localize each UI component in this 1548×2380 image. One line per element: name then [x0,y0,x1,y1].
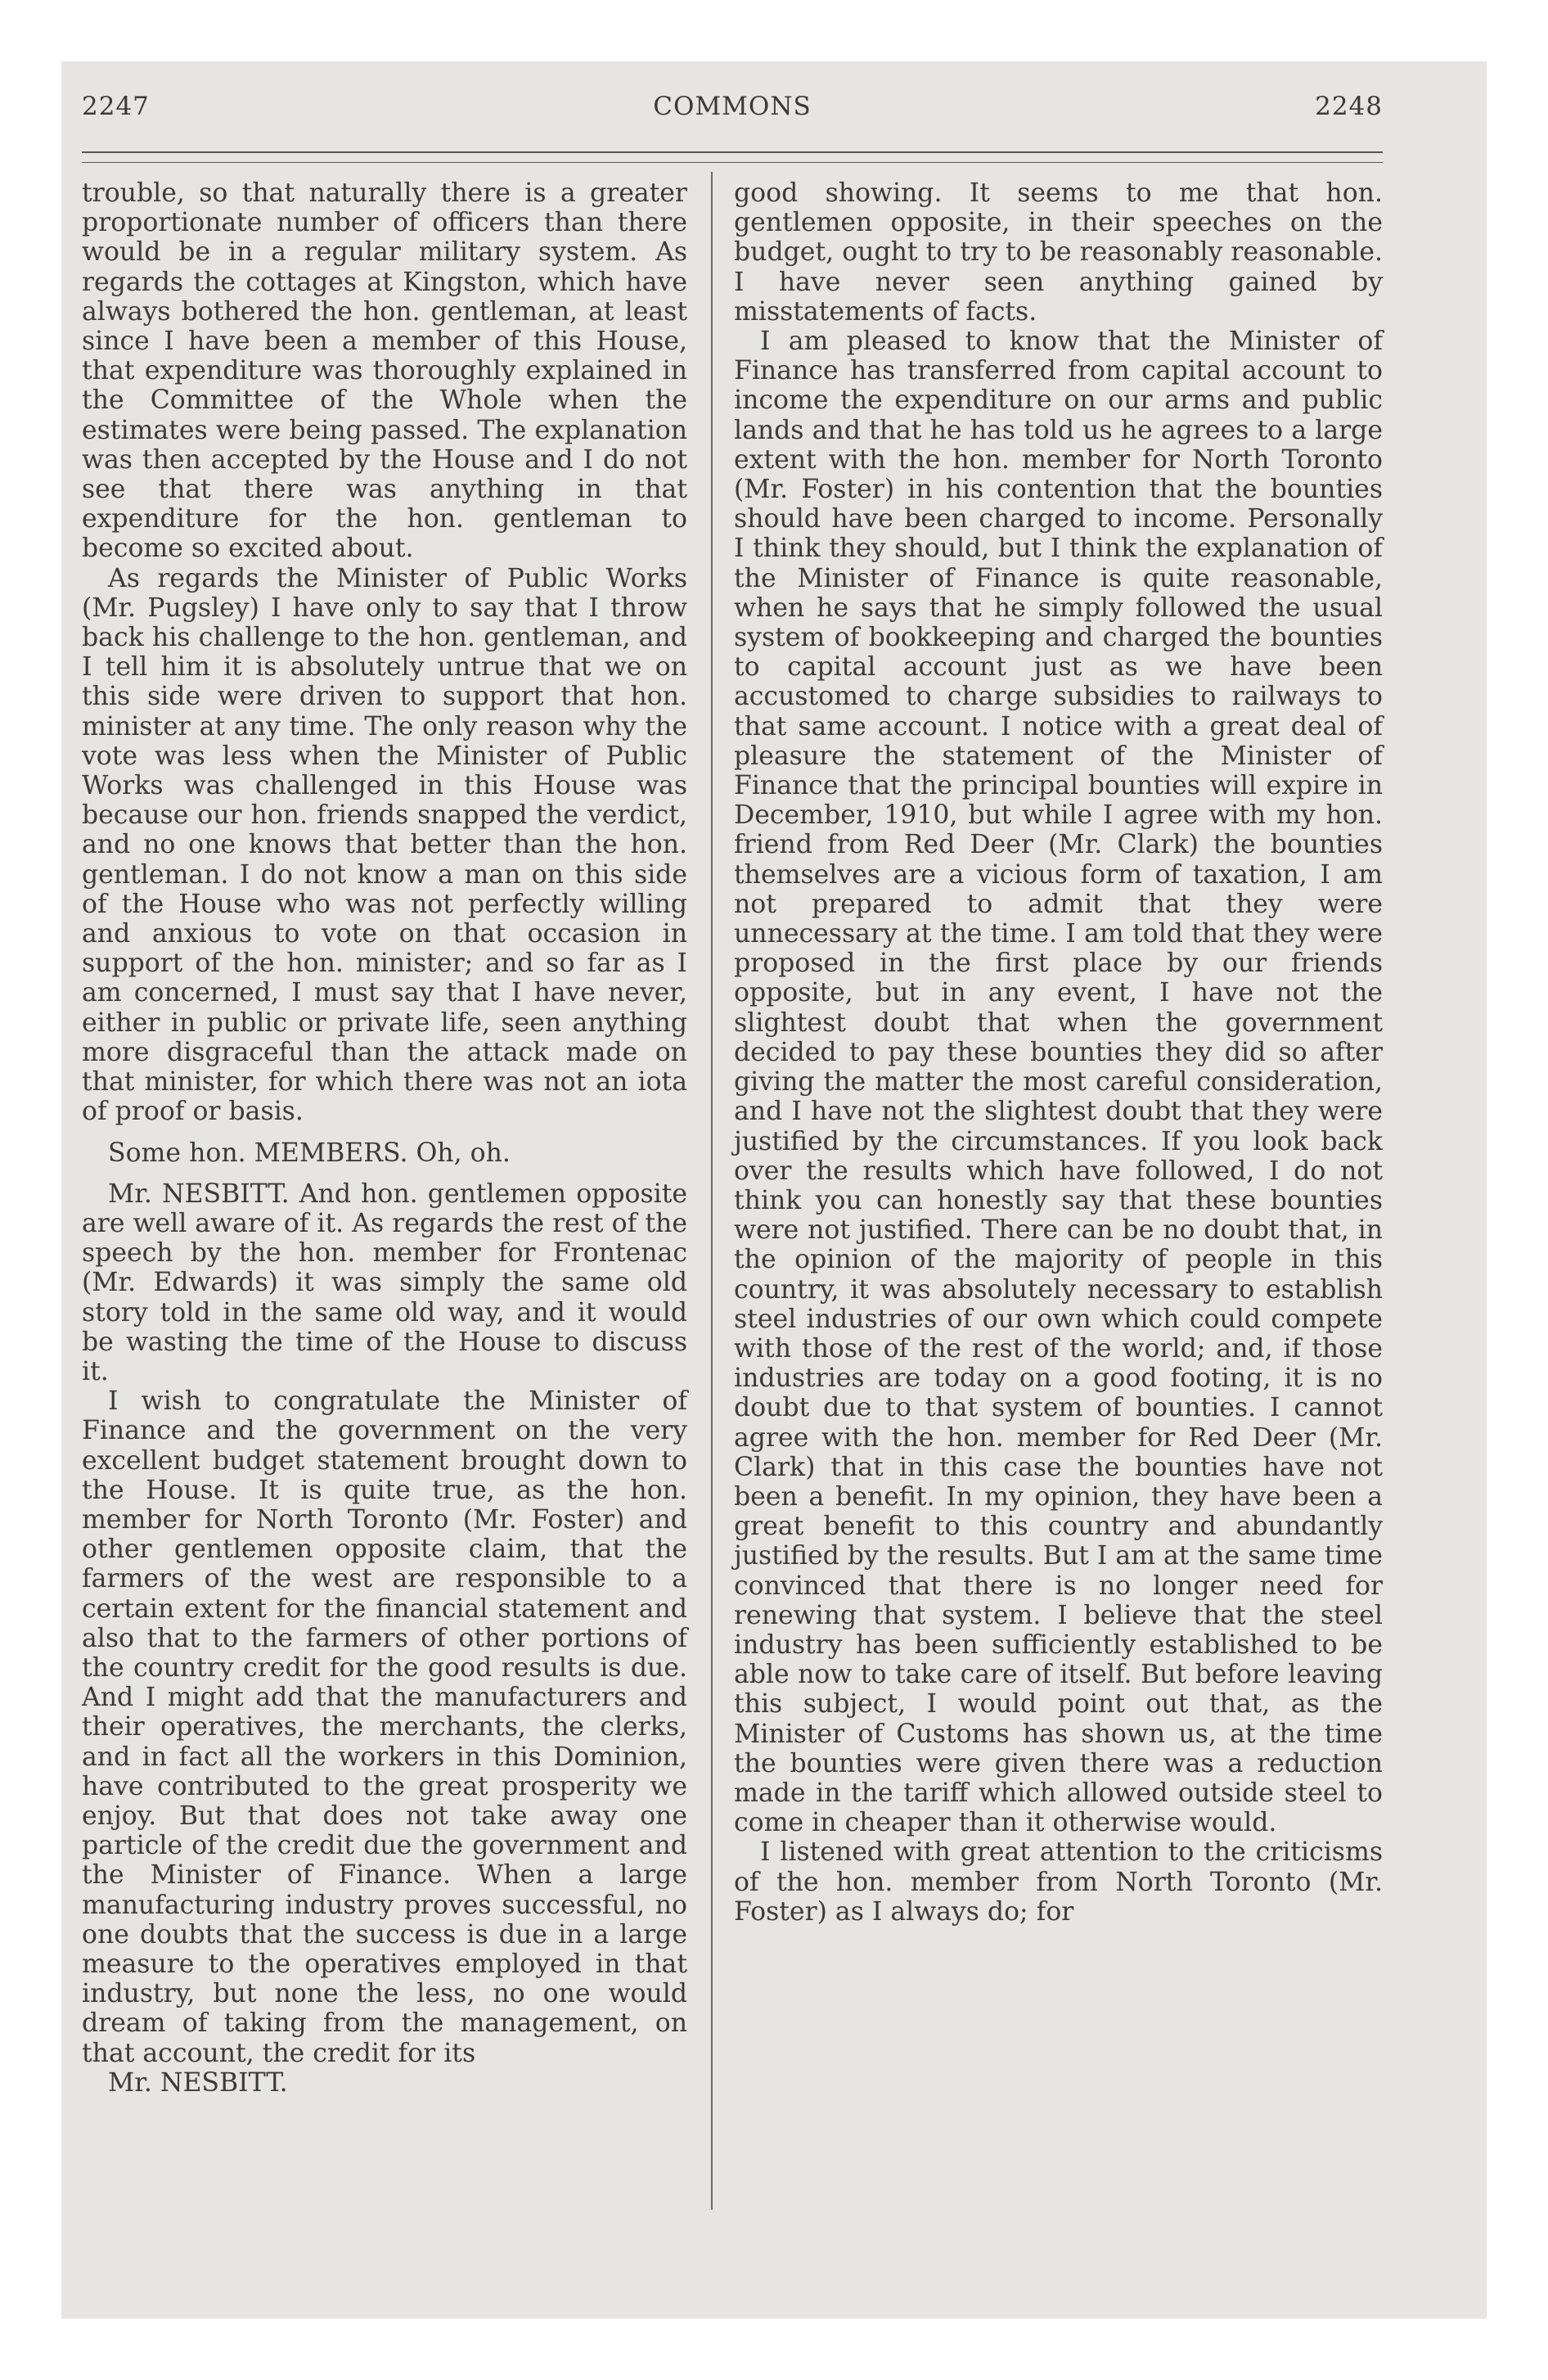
column-divider [711,172,713,2210]
right-column [734,178,1383,1927]
left-column [82,178,687,2098]
paragraph: I am pleased to know that the Minister of Finance has transferred from capital account to income the expenditure on our arms and public lands and that he has told us he agrees to a large extent with the hon. member for North Toronto (Mr. Foster) in his contention that the bounties should have been charged to income. Personally I think they should, but I think the explanation of the Minister of Finance is quite reasonable, when he says that he simply followed the usual system of bookkeeping and charged the bounties to capital account just as we have been accustomed to charge subsidies to railways to that same account. I notice with a great deal of pleasure the statement of the Minister of Finance that the principal bounties will expire in December, 1910, but while I agree with my hon. friend from Red Deer (Mr. Clark) the bounties themselves are a vicious form of taxation, I am not prepared to admit that they were unnecessary at the time. I am told that they were proposed in the first place by our friends opposite, but in any event, I have not the slightest doubt that when the government decided to pay these bounties they did so after giving the matter the most careful consideration, and I have not the slightest doubt that they were justified by the circumstances. If you look back over the results which have followed, I do not think you can honestly say that these bounties were not justified. There can be no doubt that, in the opinion of the majority of people in this country, it was absolutely necessary to establish steel industries of our own which could compete with those of the rest of the world; and, if those industries are today on a good footing, it is no doubt due to that system of bounties. I cannot agree with the hon. member for Red Deer (Mr. Clark) that in this case the bounties have not been a benefit. In my opinion, they have been a great benefit to this country and abundantly justified by the results. But I am at the same time convinced that there is no longer need for renewing that system. I believe that the steel industry has been sufficiently established to be able now to take care of itself. But before leaving this subject, I would point out that, as the Minister of Customs has shown us, at the time the bounties were given there was a reduction made in the tariff which allowed outside steel to come in cheaper than it otherwise would. [734,327,1383,1838]
page-number-right: 2248 [1315,92,1383,121]
paragraph: Some hon. MEMBERS. Oh, oh. [108,1138,511,1168]
header-rule-top [82,151,1383,153]
page-number-left: 2247 [82,92,150,121]
paragraph: Mr. NESBITT. And hon. gentlemen opposite are well aware of it. As regards the rest of the speech by the hon. member for Frontenac (Mr. Edwards) it was simply the same old story told in the same old way, and it would be wasting the time of the House to discuss it. [82,1179,687,1386]
page-header [82,92,1383,133]
speaker-footer: Mr. NESBITT. [108,2067,288,2098]
paragraph: As regards the Minister of Public Works (Mr. Pugsley) I have only to say that I throw back his challenge to the hon. gentleman, and I tell him it is absolutely untrue that we on this side were driven to support that hon. minister at any time. The only reason why the vote was less when the Minister of Public Works was challenged in this House was because our hon. friends snapped the verdict, and no one knows that better than the hon. gentleman. I do not know a man on this side of the House who was not perfectly willing and anxious to vote on that occasion in support of the hon. minister; and so far as I am concerned, I must say that I have never, either in public or private life, seen anything more disgraceful than the attack made on that minister, for which there was not an iota of proof or basis. [82,563,687,1127]
paragraph: trouble, so that naturally there is a greater proportionate number of officers than there would be in a regular military system. As regards the cottages at Kingston, which have always bothered the hon. gentleman, at least since I have been a member of this House, that expenditure was thoroughly explained in the Committee of the Whole when the estimates were being passed. The explanation was then accepted by the House and I do not see that there was anything in that expenditure for the hon. gentleman to become so excited about. [82,178,687,564]
paragraph: I wish to congratulate the Minister of Finance and the government on the very excellent budget statement brought down to the House. It is quite true, as the hon. member for North Toronto (Mr. Foster) and other gentlemen opposite claim, that the farmers of the west are responsible to a certain extent for the financial statement and also that to the farmers of other portions of the country credit for the good results is due. And I might add that the manufacturers and their operatives, the merchants, the clerks, and in fact all the workers in this Dominion, have contributed to the great prosperity we enjoy. But that does not take away one particle of the credit due the government and the Minister of Finance. When a large manufacturing industry proves successful, no one doubts that the success is due in a large measure to the operatives employed in that industry, but none the less, no one would dream of taking from the management, on that account, the credit for its [82,1386,687,2068]
paragraph: I listened with great attention to the criticisms of the hon. member from North Toronto (Mr. Foster) as I always do; for [734,1837,1383,1927]
paragraph: good showing. It seems to me that hon. gentlemen opposite, in their speeches on the budget, ought to try to be reasonably reasonable. I have never seen anything gained by misstatements of facts. [734,178,1383,327]
header-rule-bottom [82,162,1383,163]
running-title: COMMONS [653,92,812,121]
